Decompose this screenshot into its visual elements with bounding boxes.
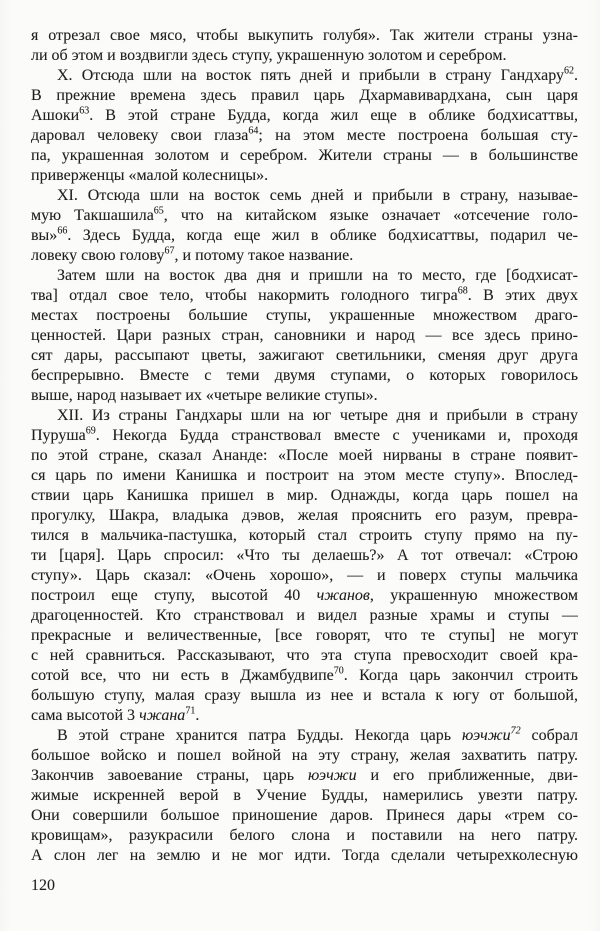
text-line	[31, 466, 578, 486]
footnote-ref: 64	[248, 126, 259, 137]
text-line	[31, 106, 578, 126]
text-run: . Здесь Будда, когда еще жил в облике бодхисаттвы, подарил че-	[67, 227, 578, 244]
text-run: по этой стране, сказал Ананде: «После моей нирваны в стране появит-	[31, 447, 578, 464]
text-run: Они совершили большое приношение даров. Принеся дары «трем со-	[31, 807, 578, 824]
term-italic: юэчжи	[462, 727, 511, 744]
footnote-ref: 65	[153, 206, 164, 217]
text-line	[31, 326, 578, 346]
text-run: вы»	[31, 227, 58, 244]
text-line	[31, 506, 578, 526]
text-line	[31, 86, 578, 106]
text-line	[31, 286, 578, 306]
text-run: драгоценностей. Кто странствовал и видел разные храмы и ступы —	[31, 607, 578, 624]
text-run: В этой стране хранится патра Будды. Некогда царь	[57, 727, 462, 744]
text-run: . В этой стране Будда, когда жил еще в облике бодхисаттвы,	[89, 107, 578, 124]
text-run: X. Отсюда шли на восток пять дней и прибыли в страну Гандхару	[57, 67, 564, 84]
term-italic: юэчжи	[307, 767, 357, 784]
text-run: ствии царь Канишка пришел в мир. Однажды, когда царь пошел на	[31, 487, 578, 504]
text-run: . В этих двух	[467, 287, 578, 304]
text-line	[31, 406, 578, 426]
text-run: сотой все, что ни есть в Джамбудвипе	[31, 667, 334, 684]
text-run: прекрасные и величественные, [все говорят, что те ступы] не могут	[31, 627, 578, 644]
text-run: построил еще ступу, высотой 40	[31, 587, 317, 604]
text-run: .	[195, 707, 200, 724]
text-line	[31, 486, 578, 506]
text-line	[31, 606, 578, 626]
text-line	[31, 186, 578, 206]
text-line	[31, 226, 578, 246]
text-run: даровал человеку свои глаза	[31, 127, 249, 144]
text-run: сама высотой 3	[31, 707, 140, 724]
footnote-ref: 71	[185, 706, 196, 717]
text-line	[31, 66, 578, 86]
text-line	[31, 426, 578, 446]
page-number: 120	[31, 877, 55, 894]
text-line	[31, 246, 578, 266]
text-line	[31, 386, 578, 406]
text-run: ценностей. Цари разных стран, сановники и народ — все здесь прино-	[31, 327, 578, 344]
text-run: Пуруша	[31, 427, 86, 444]
text-line	[31, 526, 578, 546]
text-line	[31, 586, 578, 606]
text-run: , и потому такое название.	[174, 247, 354, 264]
text-run: XII. Из страны Гандхары шли на юг четыре дня и прибыли в страну	[57, 407, 578, 424]
text-run: выше, народ называет их «четыре великие ступы».	[31, 387, 378, 404]
text-run: мую Такшашила	[31, 207, 154, 224]
text-line	[31, 346, 578, 366]
text-line	[31, 766, 578, 786]
text-line	[31, 706, 578, 726]
text-run: А слон лег на землю и не мог идти. Тогда сделали четырехколесную	[31, 847, 578, 864]
text-line	[31, 746, 578, 766]
text-run: ти [царя]. Царь спросил: «Что ты делаешь?» А тот отвечал: «Строю	[31, 547, 578, 564]
text-run: тва] отдал свое тело, чтобы накормить голодного тигра	[31, 287, 458, 304]
text-line	[31, 126, 578, 146]
text-line	[31, 306, 578, 326]
text-run: кровищам», разукрасили белого слона и поставили на него патру.	[31, 827, 578, 844]
text-line	[31, 146, 578, 166]
text-line	[31, 806, 578, 826]
text-block	[31, 26, 578, 866]
footnote-ref: 66	[57, 226, 68, 237]
footnote-ref: 67	[164, 246, 175, 257]
text-line	[31, 646, 578, 666]
text-line	[31, 546, 578, 566]
text-line	[31, 846, 578, 866]
term-italic: чжана	[139, 707, 186, 724]
text-run: большую ступу, малая сразу вышла из нее и встала к югу от большой,	[31, 687, 578, 704]
text-run: жимые искренней верой в Учение Будды, намерились увезти патру.	[31, 787, 578, 804]
text-line	[31, 566, 578, 586]
text-run: тился в мальчика-пастушка, который стал строить ступу прямо на пу-	[31, 527, 578, 544]
text-run: ся царь по имени Канишка и построит на этом месте ступу». Впослед-	[31, 467, 578, 484]
text-line	[31, 786, 578, 806]
text-run: Затем шли на восток два дня и пришли на то место, где [бодхисат-	[57, 267, 578, 284]
text-run: ступу». Царь сказал: «Очень хорошо», — и поверх ступы мальчика	[31, 567, 578, 584]
text-run: Закончив завоевание страны, царь	[31, 767, 308, 784]
text-run: ; на этом месте построена большая сту-	[258, 127, 578, 144]
text-run: .	[574, 67, 578, 84]
text-run: собрал	[520, 727, 578, 744]
text-run: и его приближенные, дви-	[356, 767, 578, 784]
text-line	[31, 166, 578, 186]
text-run: , украшенную множеством	[369, 587, 578, 604]
text-line	[31, 686, 578, 706]
term-italic: чжанов	[316, 587, 370, 604]
text-line	[31, 446, 578, 466]
text-run: я отрезал свое мясо, чтобы выкупить голубя». Так жители страны узна-	[31, 27, 578, 44]
text-run: Ашоки	[31, 107, 80, 124]
text-run: местах построены большие ступы, украшенные множеством драго-	[31, 307, 578, 324]
text-run: прогулку, Шакра, владыка дэвов, желая прояснить его разум, превра-	[31, 507, 578, 524]
text-run: беспрерывно. Вместе с теми двумя ступами, о которых говорилось	[31, 367, 578, 384]
footnote-ref: 72	[510, 726, 521, 737]
text-line	[31, 366, 578, 386]
text-line	[31, 46, 578, 66]
text-run: приверженцы «малой колесницы».	[31, 167, 269, 184]
text-run: . Когда царь закончил строить	[343, 667, 578, 684]
text-run: большое войско и пошел войной на эту страну, желая захватить патру.	[31, 747, 578, 764]
text-run: , что на китайском языке означает «отсечение голо-	[163, 207, 578, 224]
text-run: сят дары, рассыпают цветы, зажигают светильники, сменяя друг друга	[31, 347, 578, 364]
text-line	[31, 726, 578, 746]
text-run: В прежние времена здесь правил царь Дхармавивардхана, сын царя	[31, 87, 578, 104]
text-line	[31, 626, 578, 646]
text-run: с ней сравниться. Рассказывают, что эта ступа превосходит своей кра-	[31, 647, 578, 664]
footnote-ref: 69	[85, 426, 96, 437]
footnote-ref: 62	[564, 66, 574, 77]
footnote-ref: 70	[333, 666, 344, 677]
text-line	[31, 26, 578, 46]
text-run: ли об этом и воздвигли здесь ступу, украшенную золотом и серебром.	[31, 47, 507, 64]
text-run: . Некогда Будда странствовал вместе с учениками и, проходя	[95, 427, 578, 444]
text-run: ловеку свою голову	[31, 247, 165, 264]
footnote-ref: 63	[79, 106, 90, 117]
text-line	[31, 266, 578, 286]
text-line	[31, 826, 578, 846]
text-line	[31, 206, 578, 226]
footnote-ref: 68	[457, 286, 468, 297]
text-run: XI. Отсюда шли на восток семь дней и прибыли в страну, называе-	[57, 187, 578, 204]
text-run: па, украшенная золотом и серебром. Жители страны — в большинстве	[31, 147, 578, 164]
text-line	[31, 666, 578, 686]
